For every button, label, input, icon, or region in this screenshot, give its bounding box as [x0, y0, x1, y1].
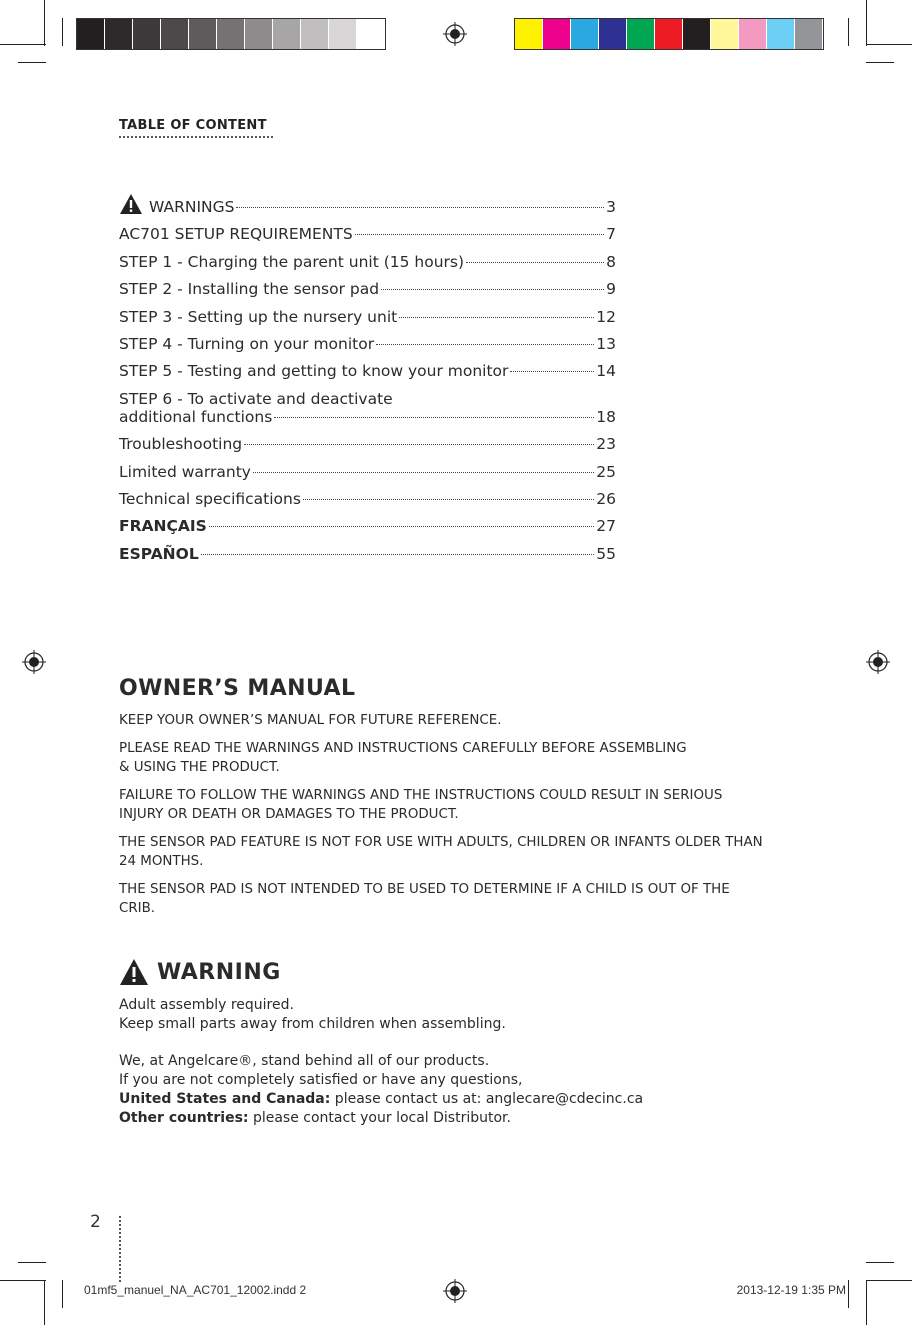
- toc-entry-page: 7: [606, 225, 616, 244]
- toc-entry[interactable]: [119, 308, 616, 326]
- owners-manual-body: [119, 711, 769, 927]
- color-swatch: [515, 19, 543, 49]
- contact-label: United States and Canada:: [119, 1091, 331, 1107]
- crop-mark: [44, 1280, 45, 1325]
- color-swatch: [767, 19, 795, 49]
- toc-entry[interactable]: [119, 253, 616, 271]
- owners-manual-paragraph: PLEASE READ THE WARNINGS AND INSTRUCTIONS CAREFULLY BEFORE ASSEMBLING & USING THE PRODUCT.: [119, 741, 687, 775]
- toc-entry[interactable]: [119, 490, 616, 508]
- page-number-rule: [119, 1216, 121, 1282]
- contact-us-canada: [119, 1090, 769, 1109]
- toc-entry-french[interactable]: [119, 517, 616, 535]
- warning-title: WARNING: [157, 959, 281, 985]
- crop-mark: [866, 1262, 894, 1263]
- crop-mark: [866, 1280, 912, 1281]
- crop-mark: [848, 18, 849, 46]
- crop-mark: [866, 0, 867, 46]
- toc-entry-label: STEP 1 - Charging the parent unit (15 hours): [119, 252, 465, 271]
- registration-mark-icon: [866, 650, 890, 674]
- toc-entry-label: AC701 SETUP REQUIREMENTS: [119, 225, 353, 244]
- color-swatch: [301, 19, 329, 49]
- color-swatch: [599, 19, 627, 49]
- toc-entry-page: 13: [596, 334, 616, 353]
- color-swatch: [77, 19, 105, 49]
- crop-mark: [848, 1280, 849, 1308]
- toc-entry-page: 23: [596, 435, 616, 454]
- registration-mark-icon: [22, 650, 46, 674]
- questions-line: If you are not completely satisfied or have any questions,: [119, 1072, 523, 1088]
- toc-entry-warnings[interactable]: [119, 193, 616, 216]
- toc-entry-label: ESPAÑOL: [119, 544, 199, 563]
- warning-triangle-icon: [119, 193, 143, 215]
- toc-entry-label: STEP 2 - Installing the sensor pad: [119, 280, 380, 299]
- toc-entry-label: STEP 5 - Testing and getting to know your monitor: [119, 362, 509, 381]
- color-swatch: [683, 19, 711, 49]
- color-swatch: [739, 19, 767, 49]
- toc-entry-label: Limited warranty: [119, 462, 251, 481]
- toc-entry-page: 55: [596, 544, 616, 563]
- color-swatch: [189, 19, 217, 49]
- crop-mark: [18, 1262, 46, 1263]
- color-swatch: [655, 19, 683, 49]
- warning-triangle-icon: [119, 958, 149, 986]
- warning-line: Adult assembly required.: [119, 997, 294, 1013]
- crop-mark: [62, 1280, 63, 1308]
- color-swatch: [133, 19, 161, 49]
- color-swatch: [245, 19, 273, 49]
- toc-entry-page: 3: [606, 198, 616, 216]
- registration-mark-icon: [443, 1279, 467, 1303]
- color-swatch: [273, 19, 301, 49]
- toc-entry[interactable]: [119, 225, 616, 243]
- toc-entry-label: FRANÇAIS: [119, 517, 207, 536]
- color-swatch: [795, 19, 823, 49]
- guarantee-line: We, at Angelcare®, stand behind all of our products.: [119, 1053, 490, 1069]
- toc-entry-page: 18: [596, 407, 616, 426]
- color-swatch: [105, 19, 133, 49]
- page-number: 2: [90, 1212, 101, 1232]
- toc-entry[interactable]: [119, 335, 616, 353]
- color-swatch: [571, 19, 599, 49]
- color-swatch: [543, 19, 571, 49]
- toc-entry-label: additional functions: [119, 407, 273, 426]
- slug-date: 2013-12-19 1:35 PM: [736, 1283, 846, 1297]
- toc-entry-label: Technical specifications: [119, 489, 301, 508]
- grayscale-color-bar: [76, 18, 386, 50]
- contact-email[interactable]: please contact us at: anglecare@cdecinc.ca: [330, 1091, 644, 1107]
- warning-line: Keep small parts away from children when assembling.: [119, 1016, 506, 1032]
- toc-entry-page: 9: [606, 280, 616, 299]
- toc-entry[interactable]: [119, 390, 616, 426]
- toc-heading: TABLE OF CONTENT: [119, 118, 267, 133]
- color-swatch: [627, 19, 655, 49]
- toc-entry-page: 8: [606, 252, 616, 271]
- crop-mark: [62, 18, 63, 46]
- crop-mark: [0, 44, 46, 45]
- toc-entry-page: 14: [596, 362, 616, 381]
- owners-manual-paragraph: THE SENSOR PAD IS NOT INTENDED TO BE USED TO DETERMINE IF A CHILD IS OUT OF THE CRIB.: [119, 882, 730, 916]
- owners-manual-paragraph: KEEP YOUR OWNER’S MANUAL FOR FUTURE REFERENCE.: [119, 713, 502, 728]
- contact-other-countries: [119, 1109, 769, 1128]
- contact-label: Other countries:: [119, 1110, 249, 1126]
- toc-entry-label: STEP 3 - Setting up the nursery unit: [119, 307, 398, 326]
- toc-entry-spanish[interactable]: [119, 545, 616, 563]
- toc-entry-label: STEP 4 - Turning on your monitor: [119, 334, 375, 353]
- crop-mark: [866, 62, 894, 63]
- toc-entry[interactable]: [119, 463, 616, 481]
- toc-entry[interactable]: [119, 362, 616, 380]
- toc-entry-page: 12: [596, 307, 616, 326]
- color-swatch: [217, 19, 245, 49]
- toc-entry-label: WARNINGS: [149, 198, 235, 216]
- toc-entry-page: 25: [596, 462, 616, 481]
- warning-text: [119, 996, 769, 1128]
- toc-entry[interactable]: [119, 280, 616, 298]
- warning-heading: [119, 958, 281, 986]
- crop-mark: [0, 1280, 46, 1281]
- toc-entry[interactable]: [119, 435, 616, 453]
- registration-mark-icon: [443, 22, 467, 46]
- table-of-contents: [119, 193, 616, 572]
- toc-entry-label: STEP 6 - To activate and deactivate: [119, 389, 393, 408]
- toc-entry-label: Troubleshooting: [119, 435, 243, 454]
- contact-text: please contact your local Distributor.: [248, 1110, 511, 1126]
- toc-heading-underline: [119, 136, 273, 138]
- color-swatch: [357, 19, 385, 49]
- crop-mark: [18, 62, 46, 63]
- color-swatch: [711, 19, 739, 49]
- color-swatch: [329, 19, 357, 49]
- process-color-bar: [514, 18, 824, 50]
- owners-manual-paragraph: FAILURE TO FOLLOW THE WARNINGS AND THE INSTRUCTIONS COULD RESULT IN SERIOUS INJURY OR DEATH OR DAMAGES TO THE PRODUCT.: [119, 788, 723, 822]
- color-swatch: [161, 19, 189, 49]
- crop-mark: [44, 0, 45, 46]
- toc-entry-page: 26: [596, 489, 616, 508]
- owners-manual-paragraph: THE SENSOR PAD FEATURE IS NOT FOR USE WITH ADULTS, CHILDREN OR INFANTS OLDER THAN 24 MONTHS.: [119, 835, 763, 869]
- crop-mark: [866, 1280, 867, 1325]
- crop-mark: [866, 44, 912, 45]
- toc-entry-page: 27: [596, 517, 616, 536]
- slug-filename: 01mf5_manuel_NA_AC701_12002.indd 2: [84, 1283, 307, 1297]
- owners-manual-title: OWNER’S MANUAL: [119, 676, 356, 701]
